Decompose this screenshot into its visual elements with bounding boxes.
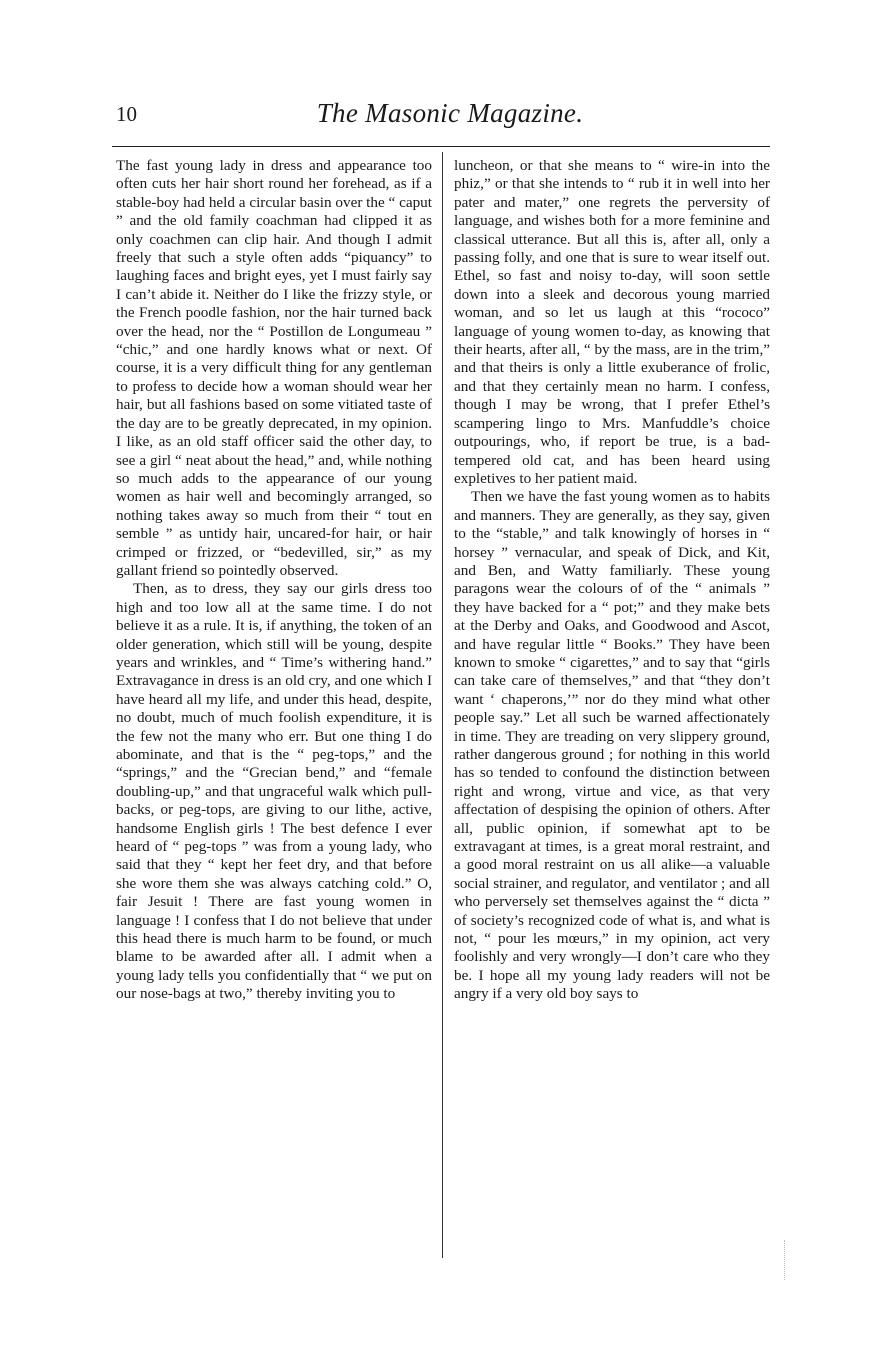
left-paragraph-2: Then, as to dress, they say our girls dress too high and too low all at the same time. I do not believe it as a rule. It is, if anything, the token of an older generation, which still will be young, despite years and wrinkles, and “ Time’s withering hand.” Extravagance in dress is an old cry, and one which I have heard all my life, and under this head, despite, no doubt, much of much foolish expenditure, it is the few not the many who err. But one thing I do abominate, and that is the “ peg-tops,” and the “springs,” and the “Grecian bend,” and “female doubling-up,” and that ungraceful walk which pull-backs, or peg-tops, are giving to our lithe, active, handsome English girls ! The best defence I ever heard of “ peg-tops ” was from a young lady, who said that they “ kept her feet dry, and that before she wore them she was always catching cold.” O, fair Jesuit ! There are fast young women in language ! I confess that I do not believe that under this head there is much harm to be found, or much blame to be awarded after all. I admit when a young lady tells you confidentially that “ we put on our nose-bags at two,” thereby inviting you to — [116, 580, 432, 1003]
page-number: 10 — [116, 102, 137, 126]
right-paragraph-2: Then we have the fast young women as to habits and manners. They are generally, as they say, given to the “stable,” and talk knowingly of horses in “ horsey ” vernacular, and speak of Dick, and Kit, and Ben, and Watty familiarly. These young paragons wear the colours of of the “ animals ” they have backed for a “ pot;” and they make bets at the Derby and Oaks, and Goodwood and Ascot, and have regular little “ Books.” They have been known to smoke “ cigarettes,” and to say that “girls can take care of themselves,” and that “they don’t want ‘ chaperons,’” nor do they mind what other people say.” Let all such be warned affectionately in time. They are treading on very slippery ground, rather dangerous ground ; for nothing in this world has so tended to confound the distinction between right and wrong, virtue and vice, as that very affectation of despising the opinion of others. After all, public opinion, if somewhat apt to be extravagant at times, is a great moral restraint, and a good moral restraint on us all alike—a valuable social strainer, and regulator, and ventilator ; and all who perversely set themselves against the “ dicta ” of society’s recognized code of what is, and what is not, “ pour les mœurs,” in my opinion, act very foolishly and very wrongly—I don’t care who they be. I hope all my young lady readers will not be angry if a very old boy says to — [454, 488, 770, 1003]
right-paragraph-1: luncheon, or that she means to “ wire-in into the phiz,” or that she intends to “ rub it in well into her pater and mater,” one regrets the perversity of language, and wishes both for a more feminine and classical utterance. But all this is, after all, only a passing folly, and one that is sure to wear itself out. Ethel, so fast and noisy to-day, will soon settle down into a sleek and decorous young married woman, and so let us laugh at this “rococo” language of young women to-day, as knowing that their hearts, after all, “ by the mass, are in the trim,” and that theirs is only a little exuberance of frolic, and that they certainly mean no harm. I confess, though I may be wrong, that I prefer Ethel’s scampering lingo to Mrs. Manfuddle’s choice outpourings, who, if report be true, is a bad-tempered old cat, and has been heard using expletives to her patient maid. — [454, 157, 770, 487]
column-divider — [442, 152, 443, 1258]
header-rule — [112, 146, 770, 147]
right-column — [454, 157, 770, 1004]
left-paragraph-1: The fast young lady in dress and appearance too often cuts her hair short round her forehead, as if a stable-boy had held a circular basin over the “ caput ” and the old family coachman had clipped it as only coachmen can clip hair. And though I admit freely that such a style often adds “piquancy” to laughing faces and bright eyes, yet I must fairly say I can’t abide it. Neither do I like the frizzy style, or the French poodle fashion, nor the hair turned back over the head, nor the “ Postillon de Longumeau ” “chic,” and one hardly knows what or next. Of course, it is a very difficult thing for any gentleman to profess to decide how a woman should wear her hair, but all fashions based on some vitiated taste of the day are to be greatly deprecated, in my opinion. I like, as an old staff officer said the other day, to see a girl “ neat about the head,” and, while nothing so much adds to the appearance of our young women as hair well and becomingly arranged, so nothing takes away so much from their “ tout en semble ” as untidy hair, uncared-for hair, or hair crimped or frizzed, or “bedevilled, sir,” as my gallant friend so pointedly observed. — [116, 157, 432, 579]
left-column — [116, 157, 432, 1004]
running-head-title: The Masonic Magazine. — [316, 98, 584, 128]
page-edge-mark — [784, 1240, 785, 1280]
